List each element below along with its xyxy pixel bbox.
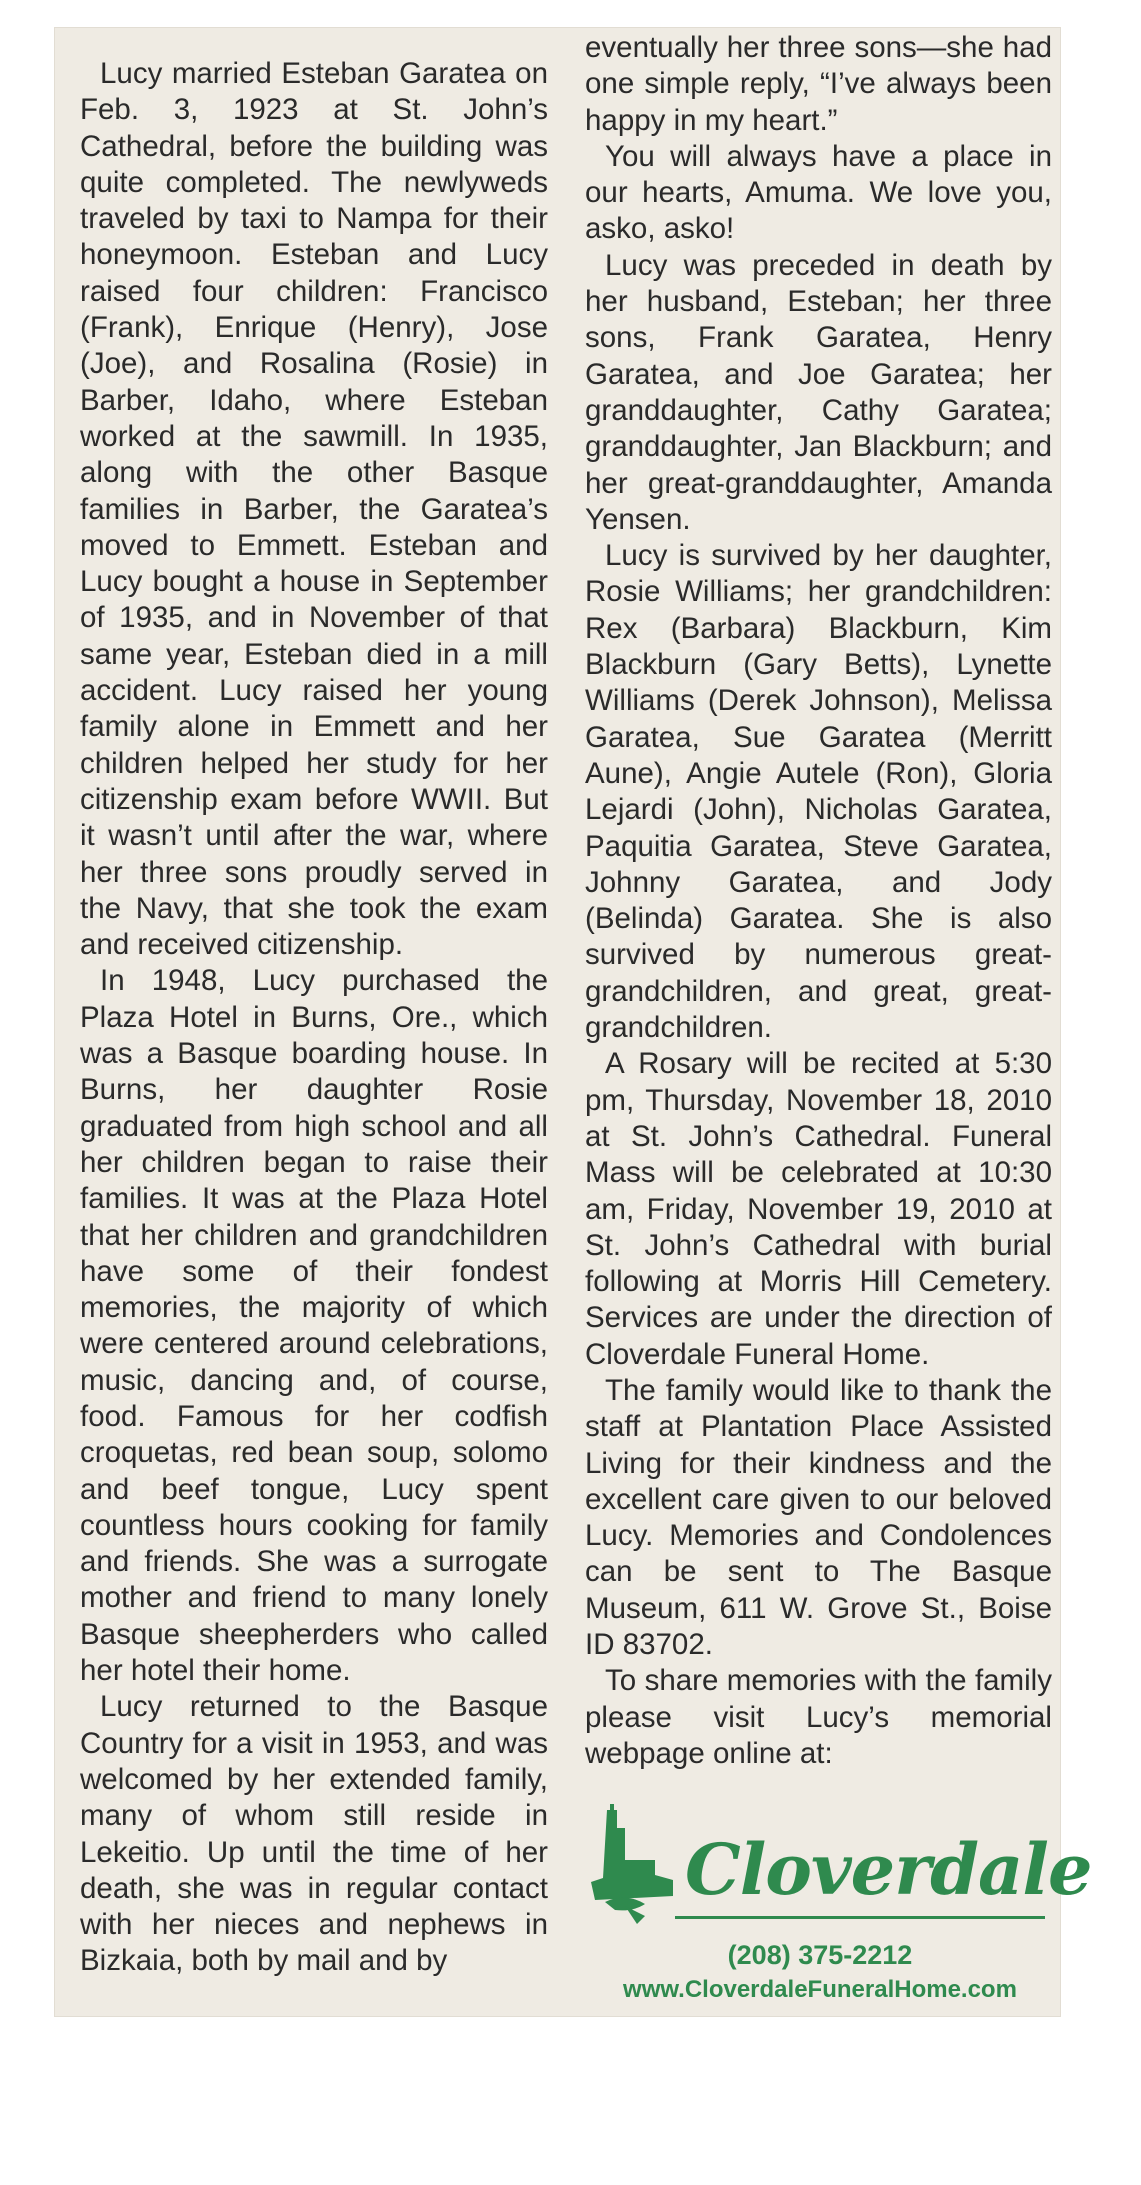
paragraph: Lucy is survived by her daughter, Rosie Williams; her grandchildren: Rex (Barbara) Blackburn, Kim Blackburn (Gary Betts), Lynette Williams (Derek Johnson), Melissa Garatea, Sue Garatea (Merritt Aune), Angie Autele (Ron), Gloria Lejardi (John), Nicholas Garatea, Paquitia Garatea, Steve Garatea, Johnny Garatea, and Jody (Belinda) Garatea. She is also survived by numerous great-grandchildren, and great, great-grandchildren. [585, 539, 1052, 1045]
logo-rule [675, 1916, 1045, 1919]
paragraph: You will always have a place in our hearts, Amuma. We love you, asko, asko! [585, 139, 1052, 246]
paragraph: In 1948, Lucy purchased the Plaza Hotel in Burns, Ore., which was a Basque boarding house. In Burns, her daughter Rosie graduated from high school and all her children began to raise their families. It was at the Plaza Hotel that her children and grandchildren have some of their fondest memories, the majority of which were centered around celebrations, music, dancing and, of course, food. Famous for her codfish croquetas, red bean soup, solomo and beef tongue, Lucy spent countless hours cooking for family and friends. She was a surrogate mother and friend to many lonely Basque sheepherders who called her hotel their home. [80, 964, 548, 1688]
cathedral-tower-icon [585, 1800, 685, 1930]
paragraph: To share memories with the family please visit Lucy’s memorial webpage online at: [585, 1664, 1052, 1770]
paragraph: eventually her three sons—she had one simple reply, “I’ve always been happy in my heart.” [585, 31, 1052, 137]
left-column [80, 56, 548, 1980]
logo-wordmark: Cloverdale [685, 1828, 1092, 1911]
website-link[interactable]: www.CloverdaleFuneralHome.com [623, 1976, 1017, 2003]
cloverdale-logo [585, 1800, 1092, 2003]
paragraph: Lucy was preceded in death by her husband, Esteban; her three sons, Frank Garatea, Henry Garatea, and Joe Garatea; her granddaughter, Cathy Garatea; granddaughter, Jan Blackburn; and her great-granddaughter, Amanda Yensen. [585, 248, 1052, 536]
paragraph: Lucy returned to the Basque Country for a visit in 1953, and was welcomed by her extended family, many of whom still reside in Lekeitio. Up until the time of her death, she was in regular contact with her nieces and nephews in Bizkaia, both by mail and by [80, 1690, 548, 1978]
paragraph: A Rosary will be recited at 5:30 pm, Thursday, November 18, 2010 at St. John’s Cathedral. Funeral Mass will be celebrated at 10:30 am, Friday, November 19, 2010 at St. John’s Cathedral with burial following at Morris Hill Cemetery. Services are under the direction of Cloverdale Funeral Home. [585, 1047, 1052, 1371]
paragraph: The family would like to thank the staff at Plantation Place Assisted Living for their kindness and the excellent care given to our beloved Lucy. Memories and Condolences can be sent to The Basque Museum, 611 W. Grove St., Boise ID 83702. [585, 1373, 1052, 1662]
right-column [585, 30, 1052, 1772]
phone-number: (208) 375-2212 [727, 1940, 913, 1970]
paragraph: Lucy married Esteban Garatea on Feb. 3, 1923 at St. John’s Cathedral, before the building was quite completed. The newlyweds traveled by taxi to Nampa for their honeymoon. Esteban and Lucy raised four children: Francisco (Frank), Enrique (Henry), Jose (Joe), and Rosalina (Rosie) in Barber, Idaho, where Esteban worked at the sawmill. In 1935, along with the other Basque families in Barber, the Garatea’s moved to Emmett. Esteban and Lucy bought a house in September of 1935, and in November of that same year, Esteban died in a mill accident. Lucy raised her young family alone in Emmett and her children helped her study for her citizenship exam before WWII. But it wasn’t until after the war, where her three sons proudly served in the Navy, that she took the exam and received citizenship. [80, 57, 548, 962]
